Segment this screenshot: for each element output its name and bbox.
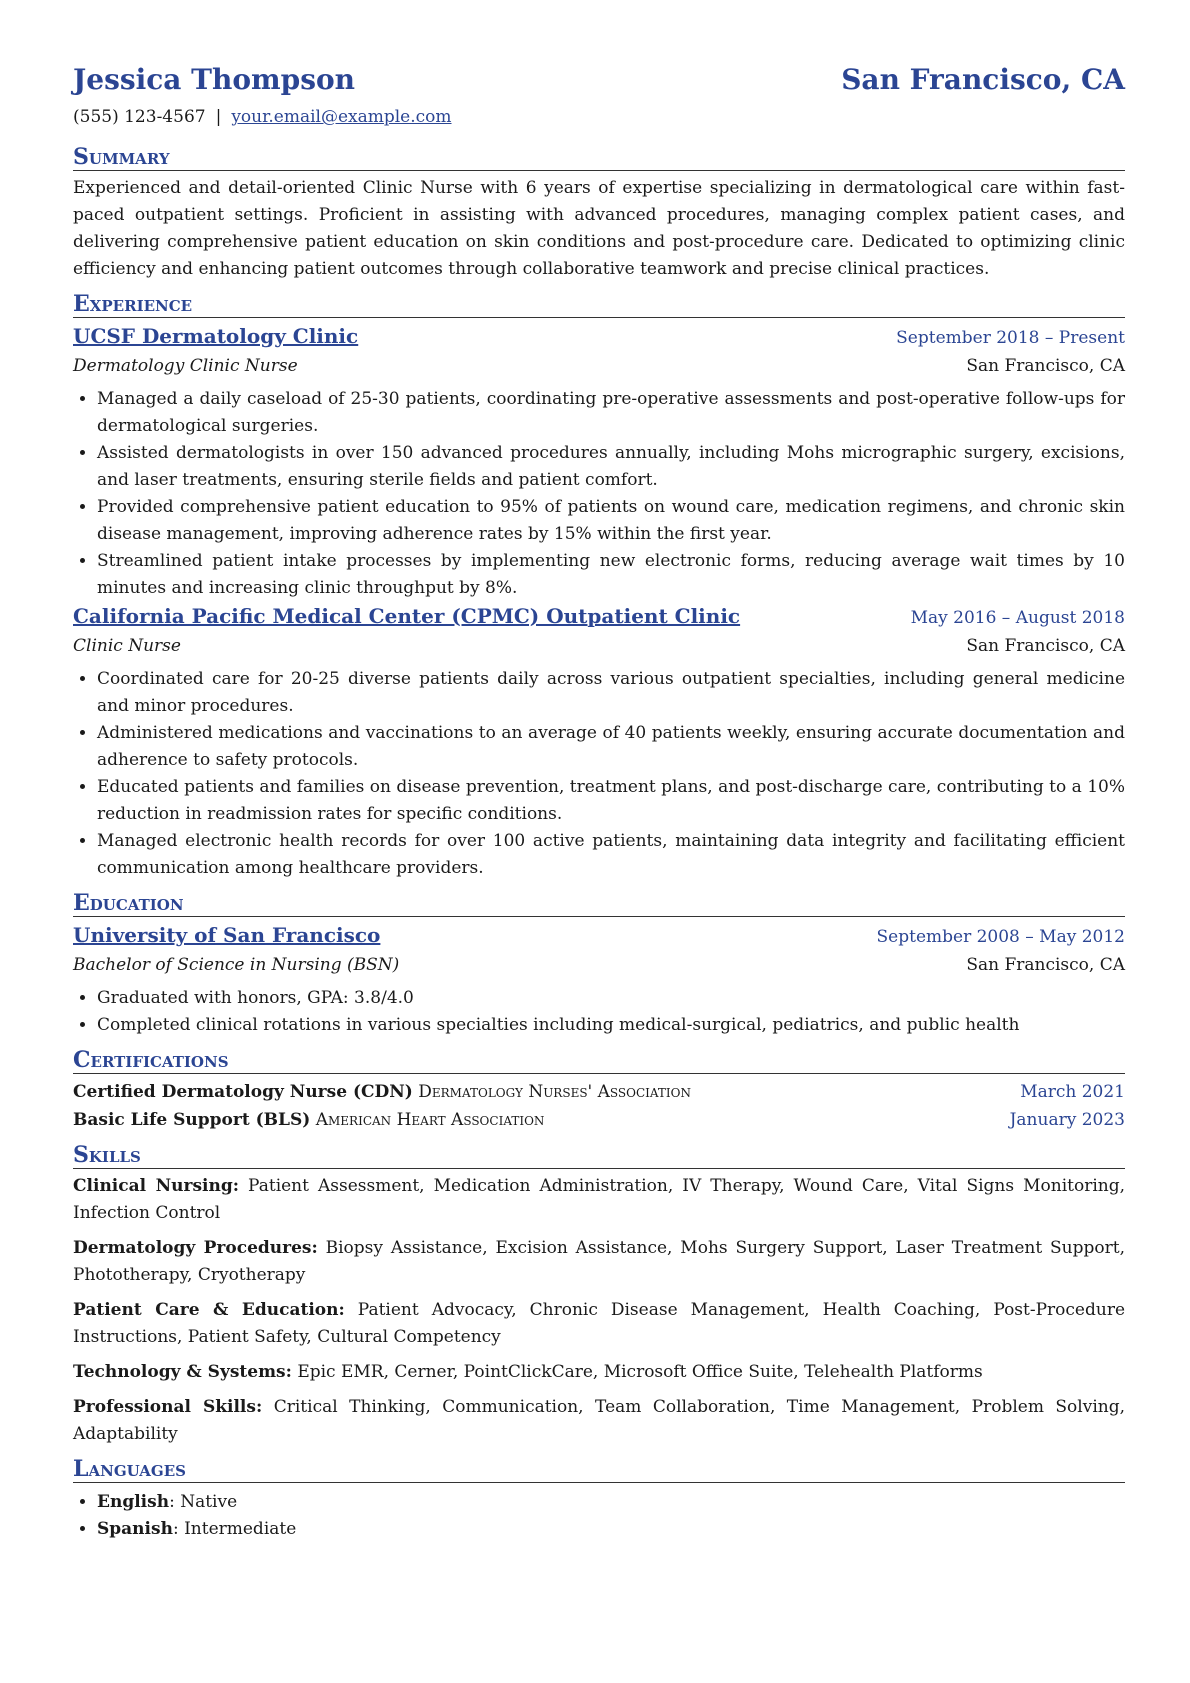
language-name: English: [97, 1492, 170, 1512]
list-item: • Educated patients and families on disease prevention, treatment plans, and post-discharge care, contributing to a 10% reduction in readmission rates for specific conditions.: [97, 774, 1125, 828]
job-title: Dermatology Clinic Nurse: [73, 356, 298, 376]
section-title-certifications: Certifications: [73, 1047, 1125, 1074]
language-list: [73, 1489, 1125, 1543]
education-dates: September 2008 – May 2012: [876, 927, 1125, 947]
skill-list: Patient Assessment, Medication Administration, IV Therapy, Wound Care, Vital Signs Monitoring, Infection Control: [73, 1176, 1125, 1223]
email-link[interactable]: your.email@example.com: [231, 107, 452, 127]
skill-group: [73, 1297, 1125, 1351]
skill-group: [73, 1394, 1125, 1448]
section-title-experience: Experience: [73, 291, 1125, 318]
certification-issuer: American Heart Association: [315, 1110, 545, 1130]
job-location: San Francisco, CA: [966, 636, 1125, 656]
skill-label: Dermatology Procedures:: [73, 1238, 318, 1258]
degree: Bachelor of Science in Nursing (BSN): [73, 955, 400, 975]
certification-name: Basic Life Support (BLS): [73, 1110, 311, 1130]
employer-link[interactable]: UCSF Dermatology Clinic: [73, 324, 359, 348]
skill-list: Biopsy Assistance, Excision Assistance, Mohs Surgery Support, Laser Treatment Support, Phototherapy, Cryotherapy: [73, 1238, 1125, 1285]
header-location: San Francisco, CA: [841, 63, 1125, 96]
education-entry: [73, 921, 1125, 1039]
bullet-list: [73, 666, 1125, 882]
language-level: : Native: [169, 1492, 238, 1512]
list-item: • Assisted dermatologists in over 150 advanced procedures annually, including Mohs micrographic surgery, excisions, and laser treatments, ensuring sterile fields and patient comfort.: [97, 440, 1125, 494]
employment-dates: September 2018 – Present: [896, 328, 1125, 348]
skill-list: Critical Thinking, Communication, Team Collaboration, Time Management, Problem Solving, Adaptability: [73, 1397, 1126, 1444]
contact-separator: |: [215, 107, 222, 127]
skill-group: [73, 1359, 1125, 1386]
summary-text: Experienced and detail-oriented Clinic Nurse with 6 years of expertise specializing in dermatological care within fast-paced outpatient settings. Proficient in assisting with advanced procedures, managing complex patient cases, and delivering comprehensive patient education on skin conditions and post-procedure care. Dedicated to optimizing clinic efficiency and enhancing patient outcomes through collaborative teamwork and precise clinical practices.: [73, 178, 1125, 279]
school-link[interactable]: University of San Francisco: [73, 923, 381, 947]
list-item: • Managed a daily caseload of 25-30 patients, coordinating pre-operative assessments and post-operative follow-ups for dermatological surgeries.: [97, 386, 1125, 440]
language-level: : Intermediate: [172, 1519, 297, 1539]
employer-link[interactable]: California Pacific Medical Center (CPMC) Outpatient Clinic: [73, 604, 741, 628]
list-item: • Managed electronic health records for over 100 active patients, maintaining data integrity and facilitating efficient communication among healthcare providers.: [97, 828, 1125, 882]
certification-name: Certified Dermatology Nurse (CDN): [73, 1082, 413, 1102]
language-name: Spanish: [97, 1519, 173, 1539]
resume-content: [73, 60, 1125, 1543]
skill-label: Clinical Nursing:: [73, 1176, 240, 1196]
bullet-list: [73, 985, 1125, 1039]
list-item: • Streamlined patient intake processes by implementing new electronic forms, reducing average wait times by 10 minutes and increasing clinic throughput by 8%.: [97, 548, 1125, 602]
candidate-name: Jessica Thompson: [73, 63, 356, 96]
language-item: [97, 1516, 1125, 1543]
job-location: San Francisco, CA: [966, 356, 1125, 376]
skill-label: Technology & Systems:: [73, 1362, 292, 1382]
header: [73, 60, 1125, 100]
section-title-summary: Summary: [73, 144, 1125, 171]
skill-label: Patient Care & Education:: [73, 1300, 345, 1320]
list-item: • Administered medications and vaccinations to an average of 40 patients weekly, ensuring accurate documentation and adherence to safety protocols.: [97, 720, 1125, 774]
contact-line: [73, 104, 1125, 130]
school-location: San Francisco, CA: [966, 955, 1125, 975]
certification-date: January 2023: [1009, 1110, 1125, 1130]
language-item: [97, 1489, 1125, 1516]
section-title-education: Education: [73, 890, 1125, 917]
experience-entry: [73, 602, 1125, 882]
section-title-languages: Languages: [73, 1456, 1125, 1483]
bullet-list: [73, 386, 1125, 602]
section-title-skills: Skills: [73, 1142, 1125, 1169]
experience-entry: [73, 322, 1125, 602]
skill-label: Professional Skills:: [73, 1397, 263, 1417]
phone-number: (555) 123-4567: [73, 107, 206, 127]
list-item: • Completed clinical rotations in various specialties including medical-surgical, pediatrics, and public health: [97, 1012, 1125, 1039]
certification-date: March 2021: [1020, 1082, 1125, 1102]
certification-item: [73, 1106, 1125, 1134]
skill-list: Epic EMR, Cerner, PointClickCare, Microsoft Office Suite, Telehealth Platforms: [297, 1362, 983, 1382]
job-title: Clinic Nurse: [73, 636, 181, 656]
certification-item: [73, 1078, 1125, 1106]
skill-group: [73, 1173, 1125, 1227]
list-item: • Coordinated care for 20-25 diverse patients daily across various outpatient specialties, including general medicine and minor procedures.: [97, 666, 1125, 720]
list-item: • Provided comprehensive patient education to 95% of patients on wound care, medication regimens, and chronic skin disease management, improving adherence rates by 15% within the first year.: [97, 494, 1125, 548]
list-item: • Graduated with honors, GPA: 3.8/4.0: [97, 985, 1125, 1012]
certification-issuer: Dermatology Nurses' Association: [418, 1082, 691, 1102]
skill-list: Patient Advocacy, Chronic Disease Management, Health Coaching, Post-Procedure Instructions, Patient Safety, Cultural Competency: [73, 1300, 1126, 1347]
skill-group: [73, 1235, 1125, 1289]
employment-dates: May 2016 – August 2018: [910, 608, 1125, 628]
